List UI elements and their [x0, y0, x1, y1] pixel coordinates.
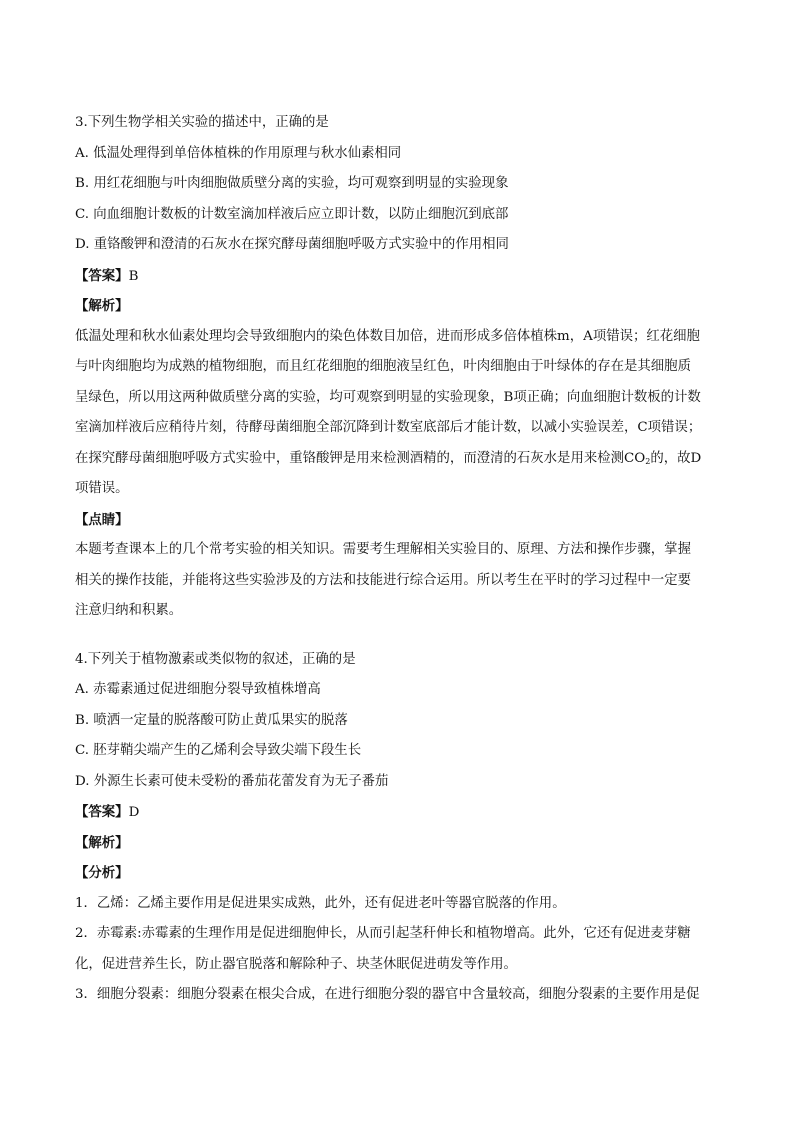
answer-line [75, 261, 725, 292]
point-line: 1．乙烯：乙烯主要作用是促进果实成熟，此外，还有促进老叶等器官脱落的作用。 [75, 895, 566, 911]
answer-value: B [128, 268, 139, 284]
answer-line [75, 797, 725, 828]
analysis-label: 【解析】 [75, 298, 129, 314]
spacer [75, 627, 725, 645]
document-page [75, 108, 725, 1011]
comment-line: 注意归纳和积累。 [75, 603, 183, 618]
subscript: 2 [645, 456, 651, 466]
option-d: D. 重铬酸钾和澄清的石灰水在探究酵母菌细胞呼吸方式实验中的作用相同 [75, 237, 509, 252]
comment-line: 相关的操作技能，并能将这些实验涉及的方法和技能进行综合运用。所以考生在平时的学习过程中一定要 [75, 572, 691, 588]
option-b: B. 用红花细胞与叶肉细胞做质壁分离的实验，均可观察到明显的实验现象 [75, 176, 509, 191]
question-3 [75, 108, 725, 627]
comment-label: 【点睛】 [75, 511, 129, 528]
analysis-line [75, 444, 725, 475]
fenxi-label: 【分析】 [75, 865, 129, 881]
option-a: A. 低温处理得到单倍体植株的作用原理与秋水仙素相同 [75, 145, 402, 161]
option-c: C. 胚芽鞘尖端产生的乙烯利会导致尖端下段生长 [75, 743, 362, 758]
question-stem: 3.下列生物学相关实验的描述中，正确的是 [75, 115, 329, 130]
analysis-line: 室滴加样液后应稍待片刻，待酵母菌细胞全部沉降到计数室底部后才能计数，以减小实验误差，C项错误； [75, 420, 702, 435]
option-b: B. 喷洒一定量的脱落酸可防止黄瓜果实的脱落 [75, 712, 348, 728]
analysis-line: 呈绿色，所以用这两种做质壁分离的实验，均可观察到明显的实验现象，B项正确；向血细胞计数板的计数 [75, 389, 701, 405]
analysis-label: 【解析】 [75, 834, 129, 851]
answer-label: 【答案】 [75, 267, 129, 284]
analysis-line: 与叶肉细胞均为成熟的植物细胞，而且红花细胞的细胞液呈红色，叶肉细胞由于叶绿体的存在是其细胞质 [75, 359, 691, 374]
point-line: 2．赤霉素:赤霉素的生理作用是促进细胞伸长，从而引起茎秆伸长和植物增高。此外，它还有促进麦芽糖 [75, 926, 691, 941]
question-stem: 4.下列关于植物激素或类似物的叙述，正确的是 [75, 651, 356, 667]
analysis-line: 项错误。 [75, 481, 129, 496]
analysis-line: 低温处理和秋水仙素处理均会导致细胞内的染色体数目加倍，进而形成多倍体植株m，A项错误；红花细胞 [75, 328, 700, 344]
question-4 [75, 645, 725, 1011]
option-c: C. 向血细胞计数板的计数室滴加样液后应立即计数，以防止细胞沉到底部 [75, 206, 509, 222]
analysis-text: 的，故D [650, 450, 702, 466]
comment-line: 本题考查课本上的几个常考实验的相关知识。需要考生理解相关实验目的、原理、方法和操作步骤，掌握 [75, 542, 691, 557]
answer-value: D [128, 805, 140, 820]
point-line: 化，促进营养生长，防止器官脱落和解除种子、块茎休眠促进萌发等作用。 [75, 956, 517, 972]
option-d: D. 外源生长素可使未受粉的番茄花蕾发育为无子番茄 [75, 773, 389, 789]
answer-label: 【答案】 [75, 804, 129, 820]
point-line: 3．细胞分裂素：细胞分裂素在根尖合成，在进行细胞分裂的器官中含量较高，细胞分裂素的主要作用是促 [75, 987, 700, 1002]
analysis-text: 在探究酵母菌细胞呼吸方式实验中，重铬酸钾是用来检测酒精的，而澄清的石灰水是用来检测CO [75, 450, 646, 466]
option-a: A. 赤霉素通过促进细胞分裂导致植株增高 [75, 682, 321, 697]
